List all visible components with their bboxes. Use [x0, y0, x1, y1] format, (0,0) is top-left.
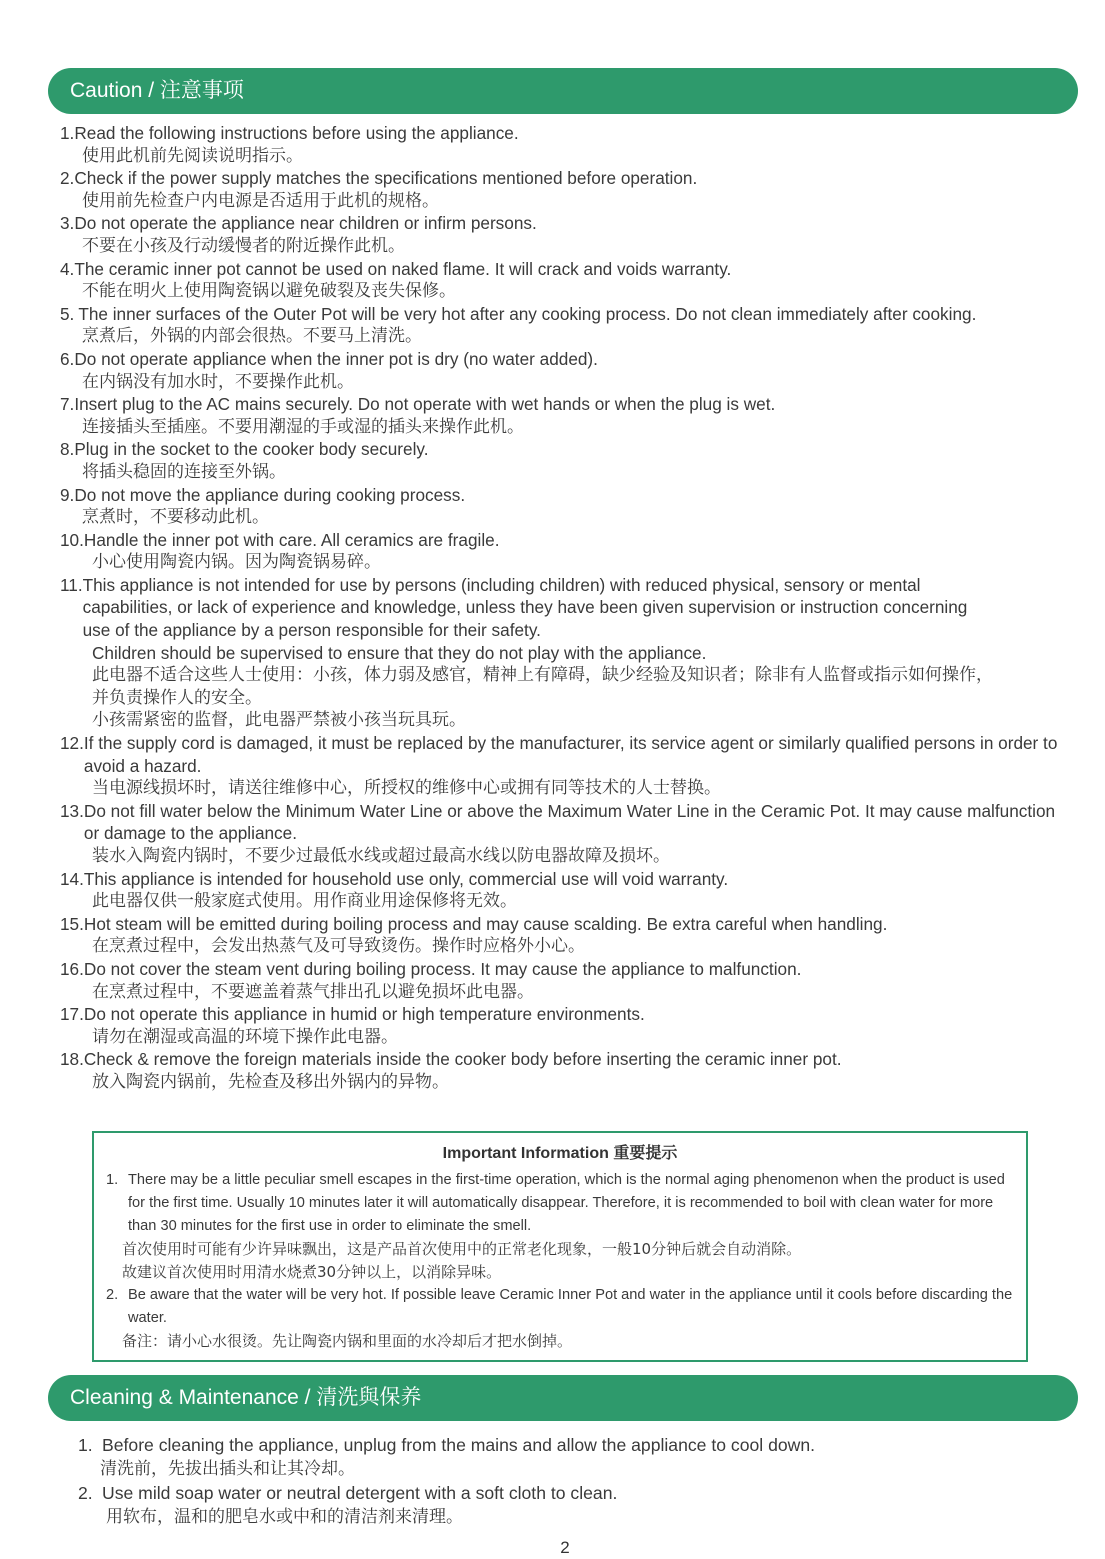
caution-item-text: If the supply cord is damaged, it must be replaced by the manufacturer, its service agent or similarly qualified persons in order to avoid a hazard. [83, 733, 1058, 776]
important-info-box [92, 1131, 1028, 1362]
caution-item-text-zh-2: 小孩需紧密的监督，此电器严禁被小孩当玩具玩。 [92, 710, 466, 731]
caution-item-3: 3. Do not operate the appliance near children or infirm persons. 不要在小孩及行动缓慢者的附近操作此机。 [60, 212, 1070, 257]
caution-item-9: 9. Do not move the appliance during cooking process. 烹煮时，不要移动此机。 [60, 484, 1070, 529]
caution-item-text-zh: 不能在明火上使用陶瓷锅以避免破裂及丧失保修。 [82, 281, 456, 302]
important-info-item-1: 1. There may be a little peculiar smell escapes in the first-time operation, which is the normal aging phenomenon when the product is used for the first time. Usually 10 minutes later it will automatically disappear. Therefore, it is recommended to boil with clean water for more than 30 minutes for the first use in order to eliminate the smell. 首次使用时可能有少许异味飘出，这是产品首次使用中的正常老化现象，一般10分钟后就会自动消除。 故建议首次使用时用清水烧煮30分钟以上，以消除异味。 [106, 1169, 1014, 1284]
caution-item-text: Do not cover the steam vent during boiling process. It may cause the appliance to malfunction. [83, 958, 802, 979]
important-info-title: Important Information 重要提示 [442, 1145, 678, 1162]
caution-item-text: Plug in the socket to the cooker body securely. [74, 439, 429, 460]
caution-item-11: 11. This appliance is not intended for use by persons (including children) with reduced physical, sensory or mental capabilities, or lack of experience and knowledge, unless they have been given supervision or instruction concerning use of the appliance by a person responsible for their safety. Children should be supervised to ensure that they do not play with the appliance. 此电器不适合这些人士使用：小孩，体力弱及感官，精神上有障碍，缺少经验及知识者；除非有人监督或指示如何操作，并负责操作人的安全。 小孩需紧密的监督，此电器严禁被小孩当玩具玩。 [60, 574, 1070, 732]
important-info-text-zh: 备注：请小心水很烫。先让陶瓷内锅和里面的水冷却后才把水倒掉。 [122, 1332, 573, 1350]
caution-item-text: Do not fill water below the Minimum Water Line or above the Maximum Water Line in the Ceramic Pot. It may cause malfunction or damage to the appliance. [83, 800, 1056, 844]
important-info-text: Be aware that the water will be very hot. If possible leave Ceramic Inner Pot and water in the appliance until it cools before discarding the water. [128, 1287, 1013, 1326]
cleaning-item-text: Before cleaning the appliance, unplug from the mains and allow the appliance to cool down. [102, 1435, 816, 1455]
important-info-text-zh-2: 故建议首次使用时用清水烧煮30分钟以上，以消除异味。 [122, 1263, 502, 1281]
cleaning-item-text-zh: 清洗前，先拔出插头和让其冷却。 [100, 1459, 355, 1479]
caution-item-text: The inner surfaces of the Outer Pot will be very hot after any cooking process. Do not clean immediately after cooking. [78, 303, 977, 324]
caution-item-text-zh: 将插头稳固的连接至外锅。 [82, 461, 286, 482]
caution-item-8: 8. Plug in the socket to the cooker body securely. 将插头稳固的连接至外锅。 [60, 438, 1070, 483]
caution-item-text: Handle the inner pot with care. All ceramics are fragile. [83, 529, 500, 550]
cleaning-item-text-zh: 用软布，温和的肥皂水或中和的清洁剂来清理。 [106, 1507, 463, 1527]
caution-item-text: Do not move the appliance during cooking process. [74, 484, 466, 505]
caution-item-text-zh: 烹煮后，外锅的内部会很热。不要马上清洗。 [82, 326, 422, 347]
caution-item-text-zh: 烹煮时，不要移动此机。 [82, 507, 269, 528]
cleaning-item-2: 2. Use mild soap water or neutral detergent with a soft cloth to clean. 用软布，温和的肥皂水或中和的清洁剂来清理。 [78, 1481, 1088, 1529]
caution-item-text: Do not operate appliance when the inner pot is dry (no water added). [74, 348, 598, 369]
important-info-text-zh: 首次使用时可能有少许异味飘出，这是产品首次使用中的正常老化现象，一般10分钟后就会自动消除。 [122, 1240, 802, 1258]
cleaning-list [78, 1433, 1088, 1529]
caution-item-15: 15. Hot steam will be emitted during boiling process and may cause scalding. Be extra careful when handling. 在烹煮过程中，会发出热蒸气及可导致烫伤。操作时应格外小心。 [60, 913, 1070, 958]
caution-item-text-zh: 当电源线损坏时，请送往维修中心，所授权的维修中心或拥有同等技术的人士替换。 [92, 778, 721, 799]
caution-item-text: Do not operate this appliance in humid or high temperature environments. [83, 1004, 645, 1025]
caution-item-text: Insert plug to the AC mains securely. Do not operate with wet hands or when the plug is wet. [74, 394, 776, 415]
caution-item-17: 17. Do not operate this appliance in humid or high temperature environments. 请勿在潮湿或高温的环境下操作此电器。 [60, 1003, 1070, 1048]
cleaning-section-header [48, 1375, 1078, 1421]
caution-item-1: 1. Read the following instructions before using the appliance. 使用此机前先阅读说明指示。 [60, 122, 1070, 167]
caution-item-14: 14. This appliance is intended for household use only, commercial use will void warranty. 此电器仅供一般家庭式使用。用作商业用途保修将无效。 [60, 868, 1070, 913]
caution-item-text-zh: 此电器不适合这些人士使用：小孩，体力弱及感官，精神上有障碍，缺少经验及知识者；除非有人监督或指示如何操作，并负责操作人的安全。 [92, 665, 993, 708]
caution-item-7: 7. Insert plug to the AC mains securely. Do not operate with wet hands or when the plug is wet. 连接插头至插座。不要用潮湿的手或湿的插头来操作此机。 [60, 393, 1070, 438]
caution-item-6: 6. Do not operate appliance when the inner pot is dry (no water added). 在内锅没有加水时，不要操作此机。 [60, 348, 1070, 393]
caution-item-2: 2. Check if the power supply matches the specifications mentioned before operation. 使用前先检查户内电源是否适用于此机的规格。 [60, 167, 1070, 212]
caution-section-header [48, 68, 1078, 114]
caution-item-16: 16. Do not cover the steam vent during boiling process. It may cause the appliance to malfunction. 在烹煮过程中，不要遮盖着蒸气排出孔以避免损坏此电器。 [60, 958, 1070, 1003]
caution-item-text: Read the following instructions before using the appliance. [74, 123, 519, 143]
caution-item-text-zh: 此电器仅供一般家庭式使用。用作商业用途保修将无效。 [92, 891, 517, 912]
important-info-item-2: 2. Be aware that the water will be very hot. If possible leave Ceramic Inner Pot and water in the appliance until it cools before discarding the water. 备注：请小心水很烫。先让陶瓷内锅和里面的水冷却后才把水倒掉。 [106, 1284, 1014, 1353]
caution-item-4: 4. The ceramic inner pot cannot be used on naked flame. It will crack and voids warranty. 不能在明火上使用陶瓷锅以避免破裂及丧失保修。 [60, 258, 1070, 303]
cleaning-item-1: 1. Before cleaning the appliance, unplug from the mains and allow the appliance to cool down. 清洗前，先拔出插头和让其冷却。 [78, 1433, 1088, 1481]
caution-item-text: This appliance is intended for household use only, commercial use will void warranty. [83, 868, 729, 889]
caution-item-text: Check if the power supply matches the specifications mentioned before operation. [74, 168, 698, 189]
caution-item-text-zh: 小心使用陶瓷内锅。因为陶瓷锅易碎。 [92, 552, 381, 573]
cleaning-item-text: Use mild soap water or neutral detergent with a soft cloth to clean. [102, 1483, 618, 1503]
caution-item-text-zh: 使用此机前先阅读说明指示。 [82, 145, 303, 166]
caution-item-text-zh: 使用前先检查户内电源是否适用于此机的规格。 [82, 190, 439, 211]
caution-item-text-zh: 不要在小孩及行动缓慢者的附近操作此机。 [82, 235, 405, 256]
page-number: 2 [560, 1538, 570, 1557]
cleaning-title: Cleaning & Maintenance / 清洗與保养 [70, 1386, 422, 1409]
caution-item-12: 12. If the supply cord is damaged, it must be replaced by the manufacturer, its service agent or similarly qualified persons in order to avoid a hazard. 当电源线损坏时，请送往维修中心，所授权的维修中心或拥有同等技术的人士替换。 [60, 732, 1070, 800]
caution-item-text-zh: 在内锅没有加水时，不要操作此机。 [82, 371, 354, 392]
caution-item-text: This appliance is not intended for use by persons (including children) with reduced physical, sensory or mental capabilities, or lack of experience and knowledge, unless they have been given supervision or instruction concerning use of the appliance by a person responsible for their safety. [82, 574, 968, 641]
caution-item-text-zh: 放入陶瓷内锅前，先检查及移出外锅内的异物。 [92, 1071, 449, 1092]
important-info-text: There may be a little peculiar smell escapes in the first-time operation, which is the normal aging phenomenon when the product is used for the first time. Usually 10 minutes later it will automatically disappear. Therefore, it is recommended to boil with clean water for more than 30 minutes for the first use in order to eliminate the smell. [128, 1172, 1005, 1234]
caution-item-text-zh: 在烹煮过程中，会发出热蒸气及可导致烫伤。操作时应格外小心。 [92, 936, 585, 957]
caution-item-text: The ceramic inner pot cannot be used on naked flame. It will crack and voids warranty. [74, 258, 732, 279]
caution-item-text: Do not operate the appliance near children or infirm persons. [74, 213, 537, 234]
caution-list [60, 122, 1070, 1094]
caution-title: Caution / 注意事项 [70, 79, 244, 102]
caution-item-text: Hot steam will be emitted during boiling process and may cause scalding. Be extra careful when handling. [83, 913, 888, 934]
caution-item-text-zh: 请勿在潮湿或高温的环境下操作此电器。 [92, 1026, 398, 1047]
caution-item-text-zh: 装水入陶瓷内锅时，不要少过最低水线或超过最高水线以防电器故障及损坏。 [92, 846, 670, 866]
caution-item-18: 18. Check & remove the foreign materials inside the cooker body before inserting the ceramic inner pot. 放入陶瓷内锅前，先检查及移出外锅内的异物。 [60, 1048, 1070, 1093]
caution-item-text-cont: Children should be supervised to ensure that they do not play with the appliance. [92, 642, 707, 663]
caution-item-5: 5. The inner surfaces of the Outer Pot will be very hot after any cooking process. Do not clean immediately after cooking. 烹煮后，外锅的内部会很热。不要马上清洗。 [60, 303, 1070, 348]
caution-item-text-zh: 连接插头至插座。不要用潮湿的手或湿的插头来操作此机。 [82, 416, 524, 437]
caution-item-text: Check & remove the foreign materials inside the cooker body before inserting the ceramic inner pot. [83, 1049, 842, 1070]
caution-item-text-zh: 在烹煮过程中，不要遮盖着蒸气排出孔以避免损坏此电器。 [92, 981, 534, 1002]
caution-item-10: 10. Handle the inner pot with care. All ceramics are fragile. 小心使用陶瓷内锅。因为陶瓷锅易碎。 [60, 529, 1070, 574]
caution-item-13: 13. Do not fill water below the Minimum Water Line or above the Maximum Water Line in the Ceramic Pot. It may cause malfunction or damage to the appliance. 装水入陶瓷内锅时，不要少过最低水线或超过最高水线以防电器故障及损坏。 [60, 800, 1070, 868]
